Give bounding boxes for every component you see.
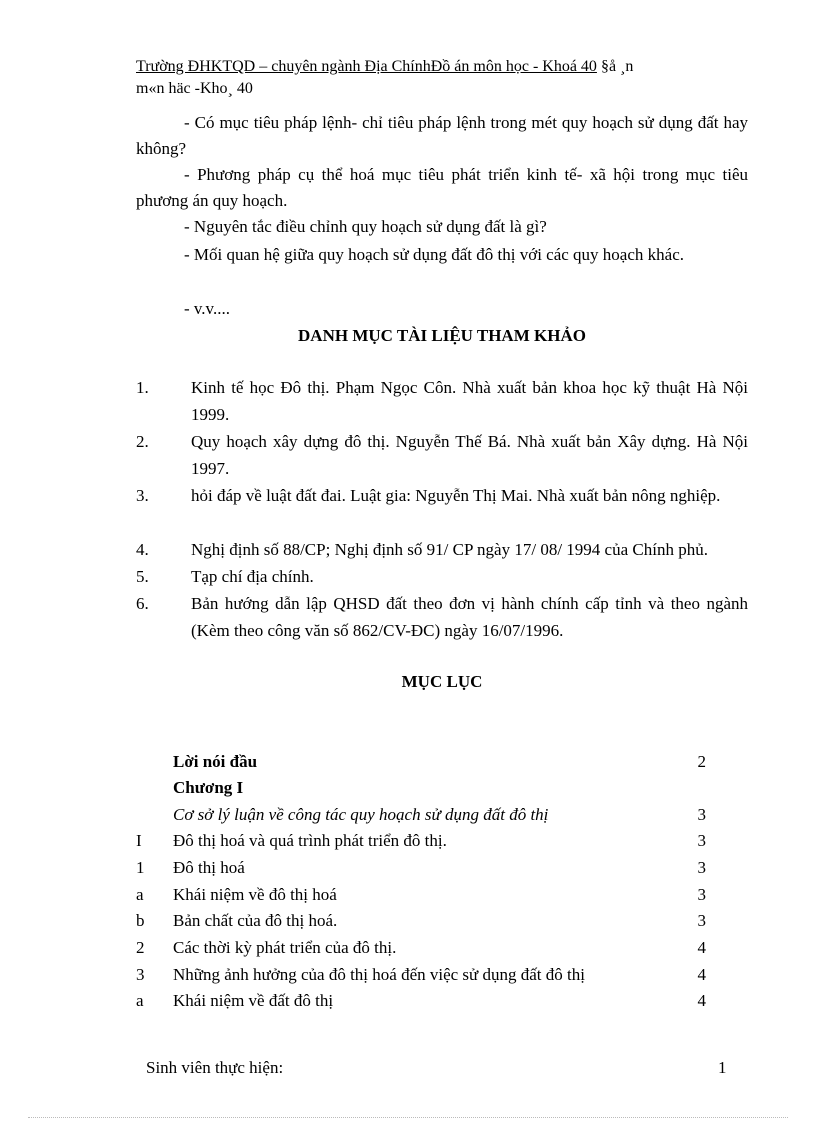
toc-index: a [136,885,144,904]
toc-row [136,882,716,908]
toc-page: 3 [697,858,706,877]
toc-index: a [136,991,144,1010]
toc-row [136,775,716,801]
toc-label: Cơ sở lý luận về công tác quy hoạch sử dụng đất đô thị [173,805,549,824]
toc-page: 4 [697,938,706,957]
reference-item [136,563,748,590]
toc-row [136,935,716,961]
reference-number: 4. [136,540,149,559]
reference-number: 5. [136,567,149,586]
toc-index: 3 [136,965,145,984]
reference-number: 3. [136,486,149,505]
toc-label: Lời nói đầu [173,752,258,771]
reference-item [136,536,748,563]
toc-index: 2 [136,938,145,957]
toc-label: Khái niệm về đô thị hoá [173,885,337,904]
header-tail: §å ¸n [596,58,634,75]
question-4: - Mối quan hệ giữa quy hoạch sử dụng đất đô thị với các quy hoạch khác. [184,245,684,264]
reference-item [136,428,748,482]
toc-page: 3 [697,805,706,824]
reference-text: Quy hoạch xây dựng đô thị. Nguyễn Thế Bá. Nhà xuất bản Xây dựng. Hà Nội 1997. [191,432,748,478]
toc-row [136,908,716,934]
header-line-2: m«n häc -Kho¸ 40 [136,80,253,97]
toc-row [136,988,716,1014]
page-bottom-divider [28,1117,788,1118]
toc-label: Bản chất của đô thị hoá. [173,911,338,930]
reference-text: hỏi đáp về luật đất đai. Luật gia: Nguyễn Thị Mai. Nhà xuất bản nông nghiệp. [191,486,721,505]
reference-item [136,590,748,644]
toc-label: Đô thị hoá và quá trình phát triển đô thị. [173,831,447,850]
page-header [136,58,633,76]
toc-label: Các thời kỳ phát triển của đô thị. [173,938,397,957]
reference-item [136,374,748,428]
header-title: Trường ĐHKTQD – chuyên ngành Địa ChínhĐồ án môn học - Khoá 40 [136,58,597,75]
toc-label: Đô thị hoá [173,858,245,877]
question-5: - v.v.... [184,299,230,318]
reference-number: 2. [136,432,149,451]
toc-row [136,802,716,828]
toc-page: 3 [697,885,706,904]
toc-row [136,828,716,854]
reference-text: Nghị định số 88/CP; Nghị định số 91/ CP ngày 17/ 08/ 1994 của Chính phủ. [191,540,708,559]
reference-text: Tạp chí địa chính. [191,567,314,586]
toc-page: 3 [697,911,706,930]
toc-index: 1 [136,858,145,877]
toc-label: Khái niệm về đất đô thị [173,991,334,1010]
toc-page: 4 [697,991,706,1010]
references-title: DANH MỤC TÀI LIỆU THAM KHẢO [298,326,586,345]
toc-row [136,855,716,881]
toc-page: 3 [697,831,706,850]
toc-row [136,749,716,775]
reference-text: Bản hướng dẫn lập QHSD đất theo đơn vị hành chính cấp tỉnh và theo ngành (Kèm theo công văn số 862/CV-ĐC) ngày 16/07/1996. [191,594,748,640]
toc-index: I [136,831,142,850]
toc-label: Chương I [173,778,244,797]
question-1: - Có mục tiêu pháp lệnh- chỉ tiêu pháp lệnh trong mét quy hoạch sử dụng đất hay không? [136,113,748,158]
toc-row [136,962,716,988]
footer-page-number: 1 [718,1058,727,1077]
toc-page: 2 [697,752,706,771]
toc-title: MỤC LỤC [401,672,483,691]
question-2: - Phương pháp cụ thể hoá mục tiêu phát triển kinh tế- xã hội trong mục tiêu phương án quy hoạch. [136,165,748,210]
reference-item [136,482,748,509]
footer-author-label: Sinh viên thực hiện: [146,1058,284,1077]
toc-page: 4 [697,965,706,984]
reference-text: Kinh tế học Đô thị. Phạm Ngọc Côn. Nhà xuất bản khoa học kỹ thuật Hà Nội 1999. [191,378,748,424]
question-3: - Nguyên tắc điều chỉnh quy hoạch sử dụng đất là gì? [184,217,547,236]
toc-index: b [136,911,145,930]
reference-number: 1. [136,378,149,397]
reference-number: 6. [136,594,149,613]
toc-label: Những ảnh hưởng của đô thị hoá đến việc sử dụng đất đô thị [173,965,585,984]
